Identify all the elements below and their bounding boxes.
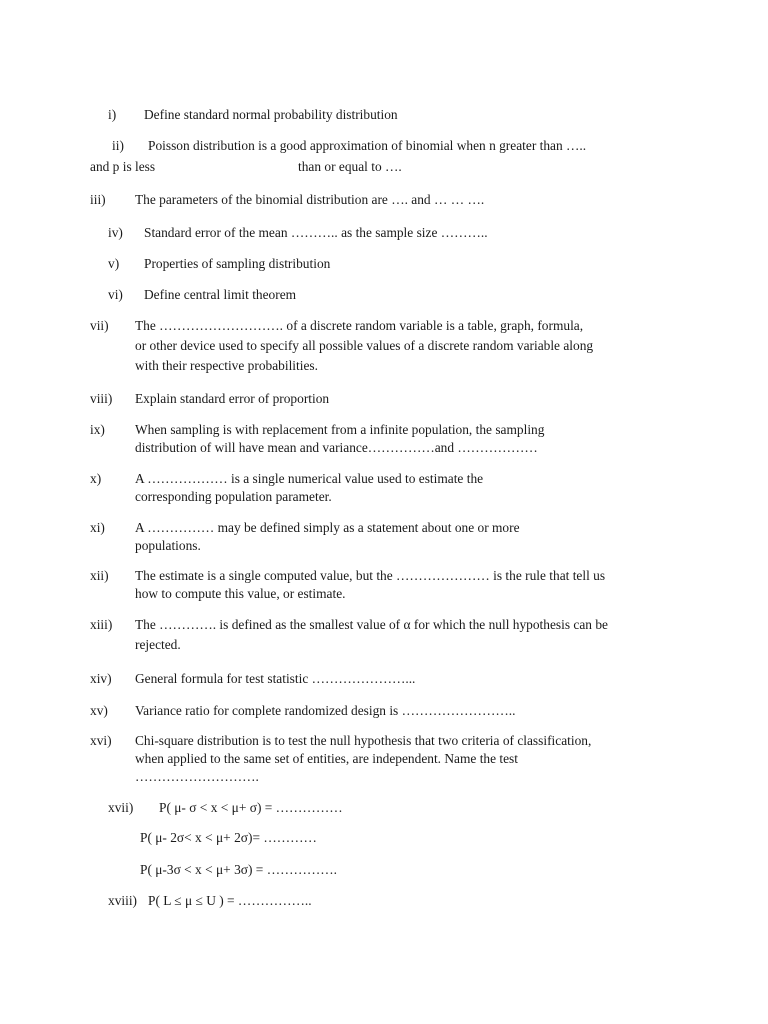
formula-line: P( μ- σ < x < μ+ σ) = …………… [159,800,343,815]
question-text: how to compute this value, or estimate. [135,586,346,601]
question-number: iv) [108,225,123,240]
question-number: xv) [90,703,108,718]
formula-line: P( μ-3σ < x < μ+ 3σ) = ……………. [140,862,337,877]
question-number: xvii) [108,800,134,815]
question-text: populations. [135,538,201,553]
question-text: A …………… may be defined simply as a statement about one or more [135,520,520,535]
question-text: General formula for test statistic …………………... [135,671,416,686]
question-number: xi) [90,520,105,535]
question-number: v) [108,256,120,271]
question-number: ii) [112,138,124,153]
question-number: vi) [108,287,123,302]
question-number: xvi) [90,733,112,748]
question-number: x) [90,471,102,486]
question-text: The parameters of the binomial distribution are …. and … … …. [135,192,485,207]
question-text: The ………………………. of a discrete random variable is a table, graph, formula, [135,318,584,333]
question-text: Explain standard error of proportion [135,391,330,406]
question-text: rejected. [135,637,181,652]
question-number: xiii) [90,617,113,632]
question-text: Chi-square distribution is to test the null hypothesis that two criteria of classification, [135,733,592,748]
question-number: ix) [90,422,105,437]
question-text: The …………. is defined as the smallest value of α for which the null hypothesis can be [135,617,608,632]
question-number: xii) [90,568,109,583]
question-text: Define standard normal probability distribution [144,107,398,122]
question-text: The estimate is a single computed value, but the ………………… is the rule that tell us [135,568,606,583]
question-number: viii) [90,391,113,406]
question-text: Poisson distribution is a good approximation of binomial when n greater than ….. [148,138,587,153]
formula-line: P( μ- 2σ< x < μ+ 2σ)= ………… [140,830,317,845]
question-text: than or equal to …. [298,159,402,174]
question-text: A ……………… is a single numerical value used to estimate the [135,471,484,486]
question-text: and p is less [90,159,156,174]
question-text: ………………………. [135,769,259,784]
question-number: xviii) [108,893,138,908]
question-number: iii) [90,192,106,207]
question-number: i) [108,107,117,122]
question-number: vii) [90,318,109,333]
question-text: or other device used to specify all possible values of a discrete random variable along [135,338,594,353]
formula-line: P( L ≤ μ ≤ U ) = …………….. [148,893,312,908]
question-text: Variance ratio for complete randomized design is …………………….. [135,703,516,718]
question-text: distribution of will have mean and variance……………and ……………… [135,440,538,455]
question-text: Properties of sampling distribution [144,256,331,271]
question-text: with their respective probabilities. [135,358,318,373]
question-text: when applied to the same set of entities, are independent. Name the test [135,751,518,766]
question-text: When sampling is with replacement from a infinite population, the sampling [135,422,545,437]
question-number: xiv) [90,671,112,686]
question-text: Standard error of the mean ……….. as the sample size ……….. [144,225,488,240]
question-text: Define central limit theorem [144,287,297,302]
question-text: corresponding population parameter. [135,489,332,504]
